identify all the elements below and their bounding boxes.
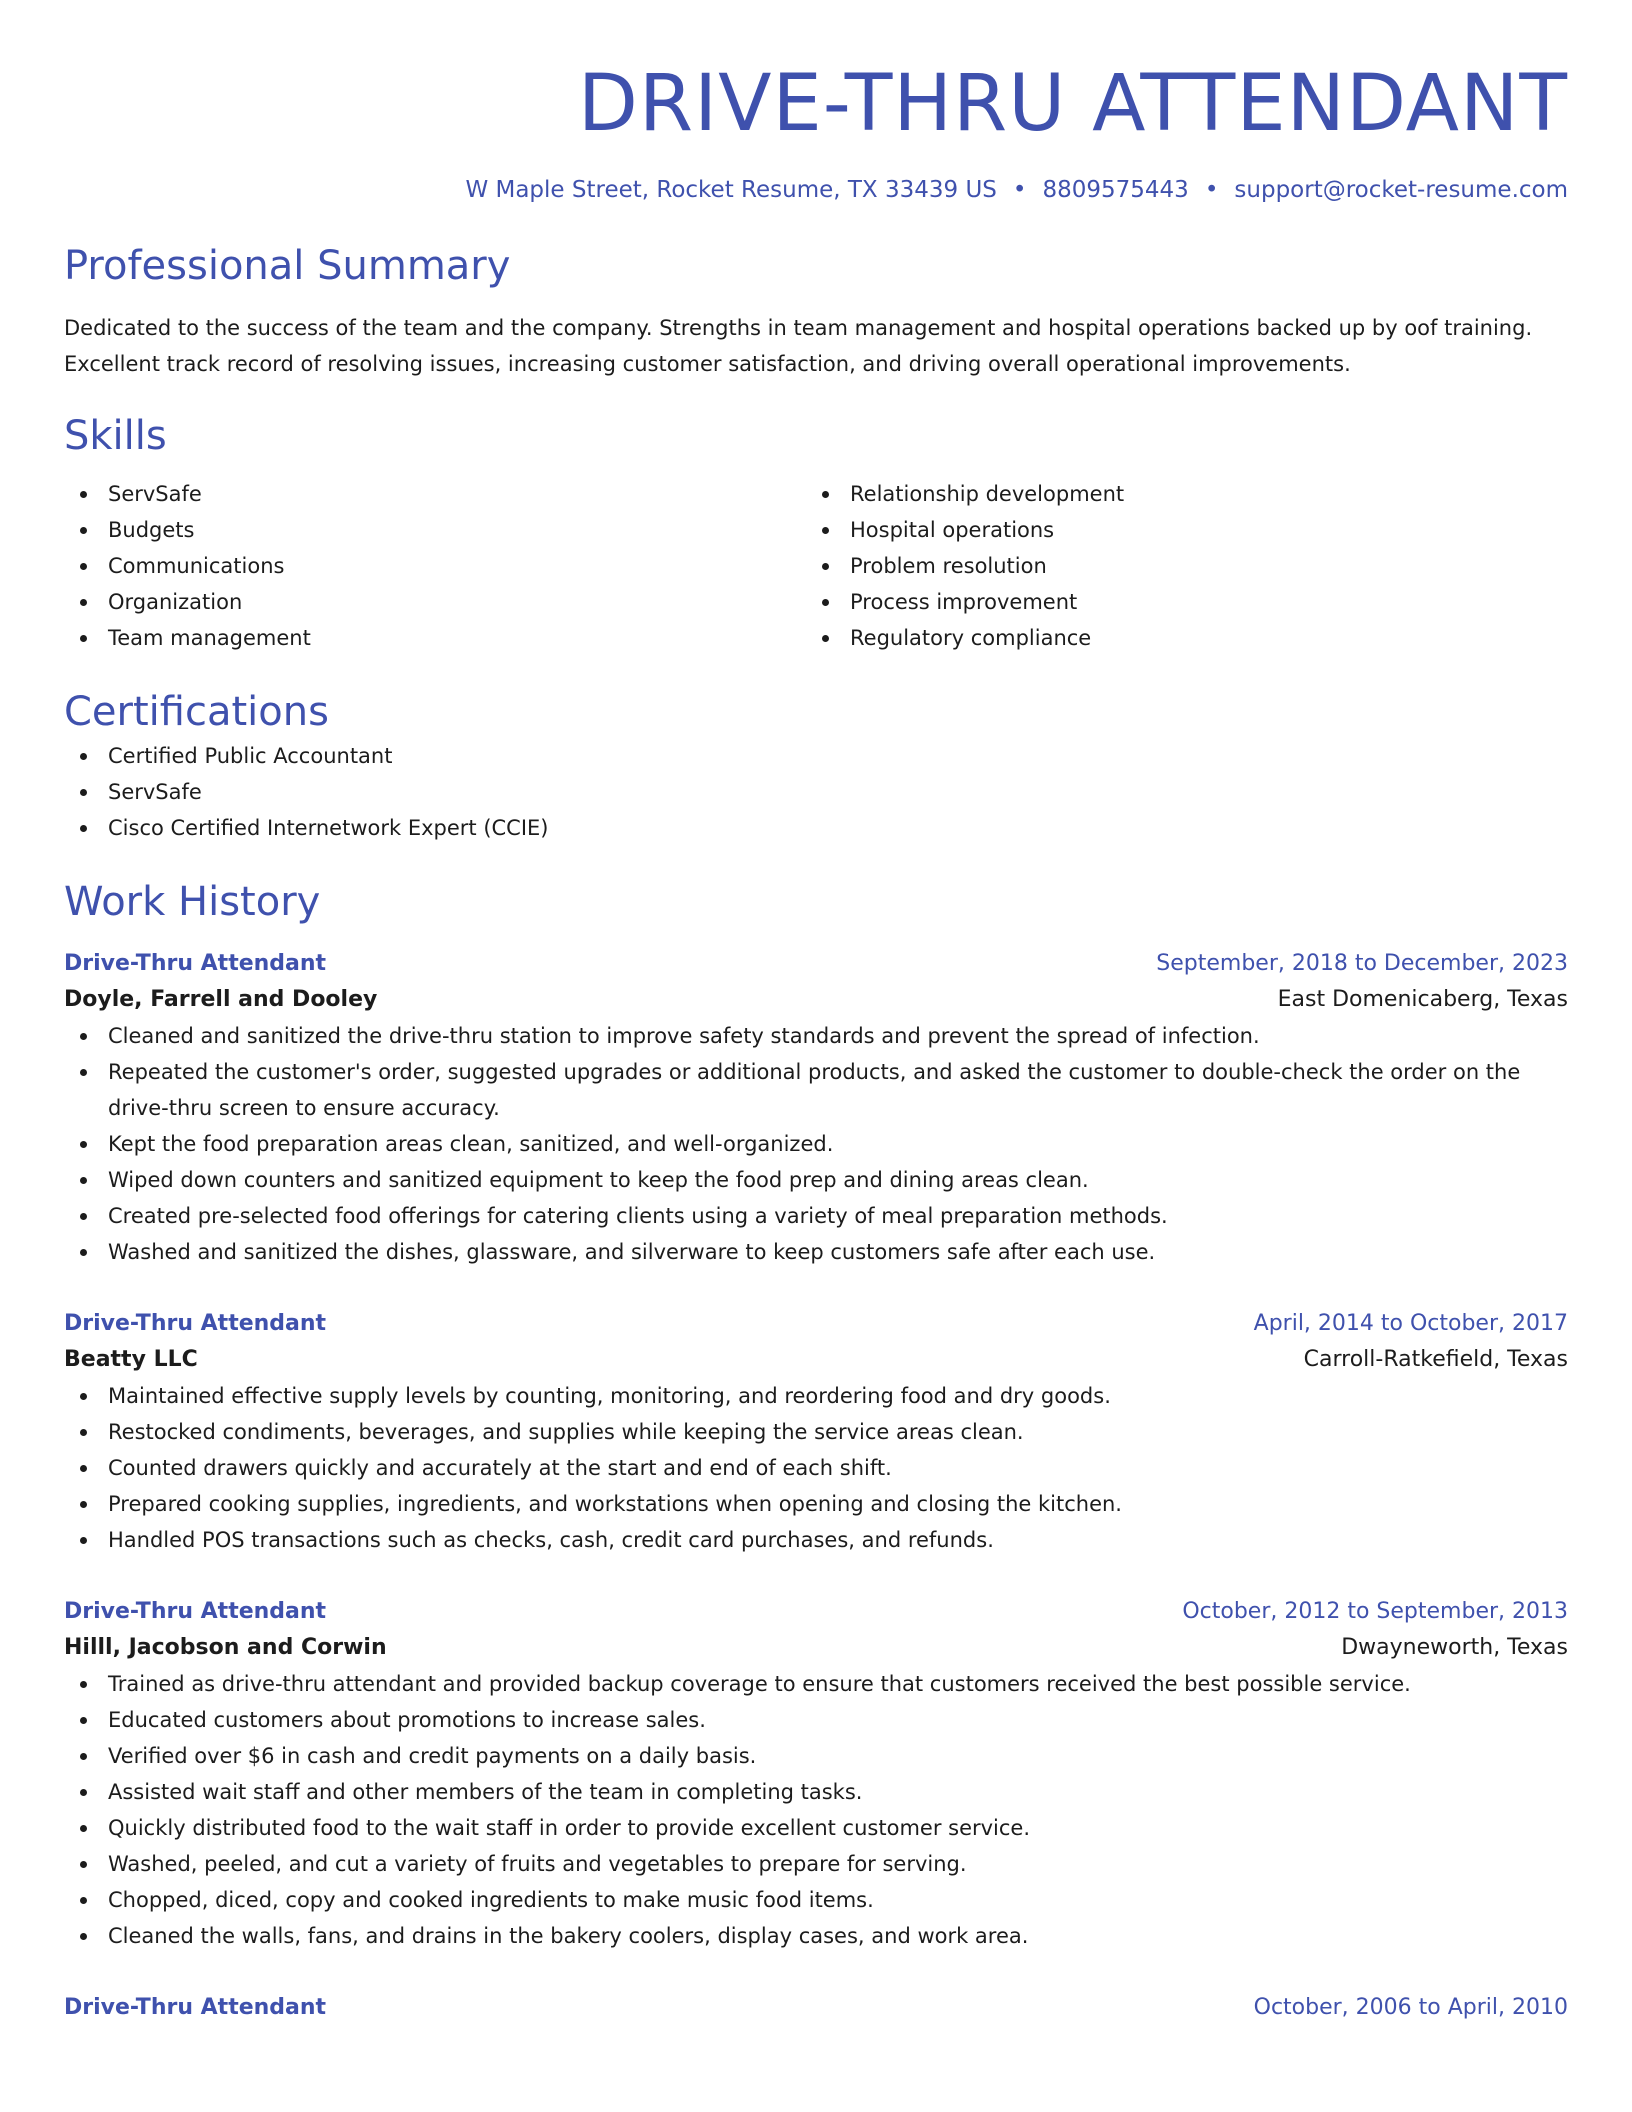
contact-line [64,174,1568,206]
bullet-icon [80,1141,87,1148]
skill-item: Team management [64,620,806,656]
certification-item: ServSafe [64,774,1568,810]
job-entry [64,1990,1568,2026]
skill-item: Process improvement [806,584,1548,620]
bullet-icon [80,1861,87,1868]
skills-column-left [64,476,806,656]
summary-text: Dedicated to the success of the team and the company. Strengths in team management and hospital operations backed up by oof training. Excellent track record of resolving issues, increasing customer satisfaction, and driving overall operational improvements. [64,316,1533,376]
job-bullet: Assisted wait staff and other members of the team in completing tasks. [64,1774,1568,1810]
job-bullet: Washed, peeled, and cut a variety of fruits and vegetables to prepare for serving. [64,1846,1568,1882]
bullet-icon [822,491,829,498]
job-bullet: Chopped, diced, copy and cooked ingredients to make music food items. [64,1882,1568,1918]
job-bullet: Repeated the customer's order, suggested upgrades or additional products, and asked the customer to double-check the order on the drive-thru screen to ensure accuracy. [64,1054,1568,1126]
job-bullet: Prepared cooking supplies, ingredients, and workstations when opening and closing the kitchen. [64,1486,1568,1522]
bullet-icon [80,1681,87,1688]
job-title: Drive-Thru Attendant [64,951,327,976]
contact-phone: 8809575443 [1042,177,1189,203]
job-bullet: Washed and sanitized the dishes, glassware, and silverware to keep customers safe after each use. [64,1234,1568,1270]
job-location: Dwayneworth, Texas [1341,1635,1568,1660]
bullet-icon [80,1933,87,1940]
contact-email[interactable]: support@rocket-resume.com [1234,177,1568,203]
job-bullet: Maintained effective supply levels by counting, monitoring, and reordering food and dry goods. [64,1378,1568,1414]
bullet-icon [80,1897,87,1904]
bullet-icon [80,527,87,534]
bullet-icon [80,1393,87,1400]
bullet-icon [80,825,87,832]
job-company: Hilll, Jacobson and Corwin [64,1635,387,1660]
bullet-icon [80,1465,87,1472]
job-dates: October, 2006 to April, 2010 [1253,1995,1568,2020]
job-bullet: Restocked condiments, beverages, and supplies while keeping the service areas clean. [64,1414,1568,1450]
job-bullets [64,1378,1568,1558]
summary-heading: Professional Summary [64,243,511,289]
bullet-icon [80,1753,87,1760]
job-location: East Domenicaberg, Texas [1277,987,1568,1012]
bullet-icon [80,1501,87,1508]
skills-grid [64,476,1568,656]
job-header-row [64,1306,1568,1342]
job-bullet: Counted drawers quickly and accurately at the start and end of each shift. [64,1450,1568,1486]
job-bullet: Handled POS transactions such as checks, cash, credit card purchases, and refunds. [64,1522,1568,1558]
job-header-row [64,1594,1568,1630]
bullet-icon [822,599,829,606]
bullet-icon [80,1717,87,1724]
bullet-icon [80,491,87,498]
job-dates: September, 2018 to December, 2023 [1156,951,1568,976]
bullet-icon [80,1177,87,1184]
skill-item: Organization [64,584,806,620]
bullet-icon [80,1429,87,1436]
job-title: Drive-Thru Attendant [64,1599,327,1624]
job-entry [64,1594,1568,1954]
skill-item: Hospital operations [806,512,1548,548]
job-dates: October, 2012 to September, 2013 [1182,1599,1568,1624]
job-header-row [64,946,1568,982]
job-title: Drive-Thru Attendant [64,1311,327,1336]
skill-item: Communications [64,548,806,584]
skill-item: Problem resolution [806,548,1548,584]
resume-page [64,0,1568,2026]
job-dates: April, 2014 to October, 2017 [1253,1311,1568,1336]
bullet-icon [80,563,87,570]
bullet-icon [80,753,87,760]
bullet-icon [822,635,829,642]
certification-item: Certified Public Accountant [64,738,1568,774]
job-bullets [64,1666,1568,1954]
job-title: Drive-Thru Attendant [64,1995,327,2020]
resume-name: DRIVE-THRU ATTENDANT [577,59,1568,149]
bullet-icon [80,1033,87,1040]
job-entry [64,1306,1568,1558]
job-bullet: Created pre-selected food offerings for catering clients using a variety of meal preparation methods. [64,1198,1568,1234]
bullet-icon [80,1537,87,1544]
skills-heading: Skills [64,413,167,459]
skill-item: Relationship development [806,476,1548,512]
job-company-row [64,1630,1568,1666]
bullet-icon [80,1249,87,1256]
job-company: Doyle, Farrell and Dooley [64,987,378,1012]
job-bullet: Quickly distributed food to the wait staff in order to provide excellent customer service. [64,1810,1568,1846]
contact-address: W Maple Street, Rocket Resume, TX 33439 US [465,177,997,203]
job-bullet: Wiped down counters and sanitized equipment to keep the food prep and dining areas clean. [64,1162,1568,1198]
certification-item: Cisco Certified Internetwork Expert (CCIE) [64,810,1568,846]
work-history-heading: Work History [64,879,321,925]
bullet-icon [80,1213,87,1220]
job-bullets [64,1018,1568,1270]
job-company-row [64,982,1568,1018]
job-entry [64,946,1568,1270]
bullet-icon [80,599,87,606]
skill-item: Budgets [64,512,806,548]
bullet-icon [822,527,829,534]
bullet-icon [80,1825,87,1832]
job-bullet: Kept the food preparation areas clean, sanitized, and well-organized. [64,1126,1568,1162]
job-company-row [64,1342,1568,1378]
bullet-icon [822,563,829,570]
contact-separator: • [1012,177,1027,203]
certifications-list [64,738,1568,846]
bullet-icon [80,789,87,796]
job-bullet: Cleaned and sanitized the drive-thru station to improve safety standards and prevent the spread of infection. [64,1018,1568,1054]
contact-separator: • [1204,177,1219,203]
job-header-row [64,1990,1568,2026]
job-bullet: Verified over $6 in cash and credit payments on a daily basis. [64,1738,1568,1774]
bullet-icon [80,1789,87,1796]
job-bullet: Trained as drive-thru attendant and provided backup coverage to ensure that customers received the best possible service. [64,1666,1568,1702]
skill-item: ServSafe [64,476,806,512]
bullet-icon [80,1069,87,1076]
job-bullet: Cleaned the walls, fans, and drains in the bakery coolers, display cases, and work area. [64,1918,1568,1954]
job-location: Carroll-Ratkefield, Texas [1303,1347,1568,1372]
job-bullet: Educated customers about promotions to increase sales. [64,1702,1568,1738]
bullet-icon [80,635,87,642]
certifications-heading: Certifications [64,689,329,735]
job-company: Beatty LLC [64,1347,198,1372]
skill-item: Regulatory compliance [806,620,1548,656]
skills-column-right [806,476,1548,656]
